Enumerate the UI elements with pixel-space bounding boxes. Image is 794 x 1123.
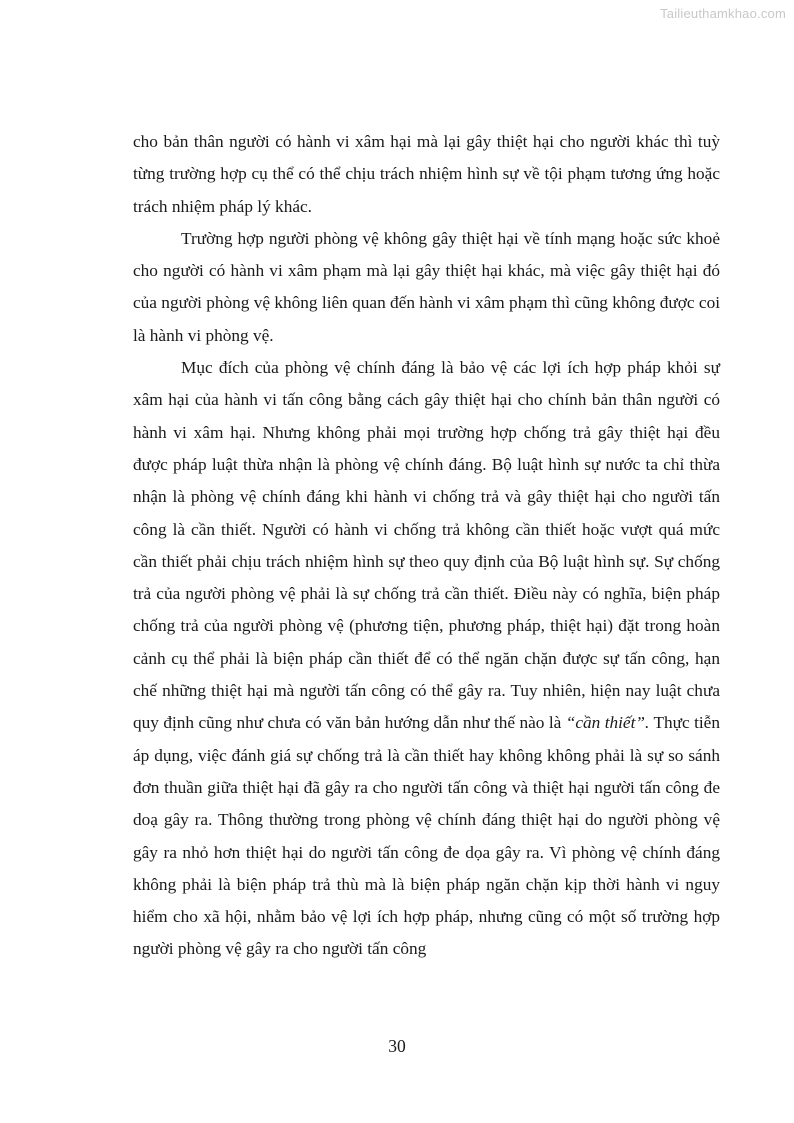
quoted-term: “cần thiết”. [565, 713, 650, 733]
page-number: 30 [388, 1036, 406, 1056]
paragraph-non-life-damage: Trường hợp người phòng vệ không gây thiệt hại về tính mạng hoặc sức khoẻ cho người có hành vi xâm phạm mà lại gây thiệt hại khác, mà việc gây thiệt hại đó của người phòng vệ không liên quan đến hành vi xâm phạm thì cũng không được coi là hành vi phòng vệ. [133, 228, 721, 345]
page-body [133, 126, 720, 966]
paragraph-purpose-of-defense [133, 352, 720, 966]
paragraph-text-before-quote: Mục đích của phòng vệ chính đáng là bảo vệ các lợi ích hợp pháp khỏi sự xâm hại của hành vi tấn công bằng cách gây thiệt hại cho chính bản thân người có hành vi xâm hại. Nhưng không phải mọi trường hợp chống trả gây thiệt hại đều được pháp luật thừa nhận là phòng vệ chính đáng. Bộ luật hình sự nước ta chỉ thừa nhận là phòng vệ chính đáng khi hành vi chống trả và gây thiệt hại cho người tấn công là cần thiết. Người có hành vi chống trả không cần thiết hoặc vượt quá mức cần thiết phải chịu trách nhiệm hình sự theo quy định của Bộ luật hình sự. Sự chống trả của người phòng vệ phải là sự chống trả cần thiết. Điều này có nghĩa, biện pháp chống trả của người phòng vệ (phương tiện, phương pháp, thiệt hại) đặt trong hoàn cảnh cụ thể phải là biện pháp cần thiết để có thể ngăn chặn được sự tấn công, hạn chế những thiệt hại mà người tấn công có thể gây ra. Tuy nhiên, hiện nay luật chưa quy định cũng như chưa có văn bản hướng dẫn như thế nào là [133, 358, 720, 733]
paragraph-continued: cho bản thân người có hành vi xâm hại mà lại gây thiệt hại cho người khác thì tuỳ từng trường hợp cụ thể có thể chịu trách nhiệm hình sự về tội phạm tương ứng hoặc trách nhiệm pháp lý khác. [133, 132, 720, 216]
watermark: Tailieuthamkhao.com [660, 6, 786, 21]
paragraph-text-after-quote: Thực tiễn áp dụng, việc đánh giá sự chống trả là cần thiết hay không không phải là sự so sánh đơn thuần giữa thiệt hại đã gây ra cho người tấn công và thiệt hại người tấn công đe doạ gây ra. Thông thường trong phòng vệ chính đáng thiệt hại do người phòng vệ gây ra nhỏ hơn thiệt hại do người tấn công đe dọa gây ra. Vì phòng vệ chính đáng không phải là biện pháp trả thù mà là biện pháp ngăn chặn kịp thời hành vi nguy hiểm cho xã hội, nhằm bảo vệ lợi ích hợp pháp, nhưng cũng có một số trường hợp người phòng vệ gây ra cho người tấn công [133, 713, 720, 959]
